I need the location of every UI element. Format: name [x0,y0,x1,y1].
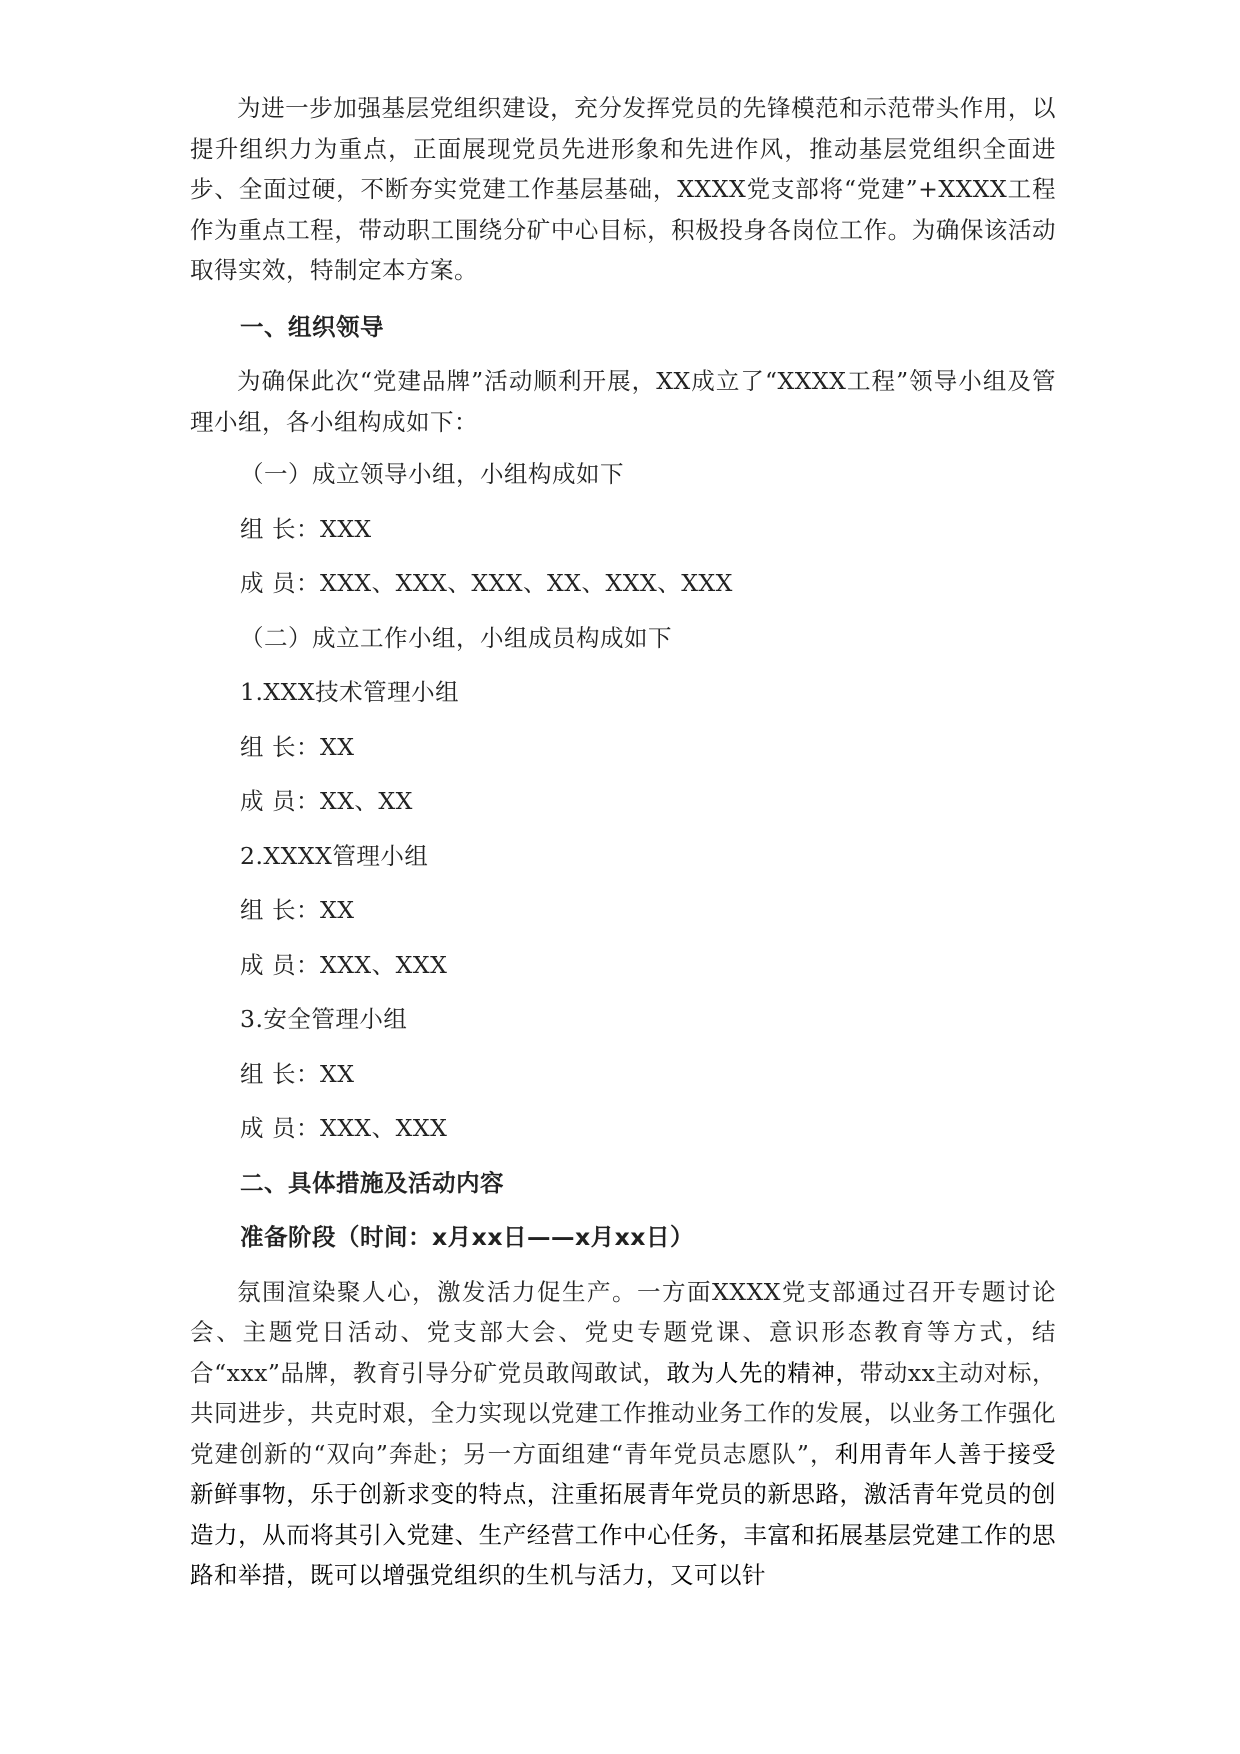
section-2-body-part-3: 带动xx主动对标，共同进步，共克时艰，全力实现以党建工作推动业务工作的发展，以业务工作强化党建创新的“双向”奔赴；另一方面组建“青年党员志愿队”， [190,1358,1056,1468]
group-3-title: 3.安全管理小组 [240,1005,408,1033]
lead-group-leader: 组 长：XXX [240,514,372,543]
group-1-title: 1.XXX技术管理小组 [240,678,460,706]
intro-paragraph: 为进一步加强基层党组织建设，充分发挥党员的先锋模范和示范带头作用，以提升组织力为重点，正面展现党员先进形象和先进作风，推动基层党组织全面进步、全面过硬，不断夯实党建工作基层基础，XXXX党支部将“党建”+XXXX工程作为重点工程，带动职工围绕分矿中心目标，积极投身各岗位工作。为确保该活动取得实效，特制定本方案。 [190,94,1056,284]
group-1-leader: 组 长：XX [240,732,355,761]
section-1-heading: 一、组织领导 [240,312,384,341]
section-2-body-part-2: 敢为人先的精神， [666,1358,860,1387]
lead-group-title: （一）成立领导小组，小组构成如下 [240,460,624,488]
group-3-leader: 组 长：XX [240,1059,355,1088]
stage-heading: 准备阶段（时间：x月xx日——x月xx日） [240,1223,694,1251]
group-2-members: 成 员：XXX、XXX [240,950,448,979]
section-2-body-part-1: 氛围渲染聚人心，激发活力促生产。一方面XXXX党支部通过召开专题讨论会、主题党日活动、党支部大会、党史专题党课、意识形态教育等方式，结合“xxx”品牌，教育引导分矿党员敢闯敢试， [190,1277,1056,1387]
section-2-body-part-4: 利用青年人善于接受新鲜事物，乐于创新求变的特点，注重拓展青年党员的新思路，激活青年党员的创造力，从而将其引入党建、生产经营工作中心任务，丰富和拓展基层党建工作的思路和举措，既可以增强党组织的生机与活力，又可以针 [190,1439,1057,1589]
section-2-body [190,1272,1056,1596]
section-2-heading: 二、具体措施及活动内容 [240,1168,504,1197]
group-2-leader: 组 长：XX [240,896,355,924]
document-page [190,88,1056,1610]
group-1-members: 成 员：XX、XX [240,787,413,815]
group-3-members: 成 员：XXX、XXX [240,1114,448,1142]
section-1-intro: 为确保此次“党建品牌”活动顺利开展，XX成立了“XXXX工程”领导小组及管理小组，各小组构成如下： [190,367,1056,436]
lead-group-members: 成 员：XXX、XXX、XXX、XX、XXX、XXX [240,569,733,597]
work-group-title: （二）成立工作小组，小组成员构成如下 [240,623,672,652]
group-2-title: 2.XXXX管理小组 [240,841,429,870]
